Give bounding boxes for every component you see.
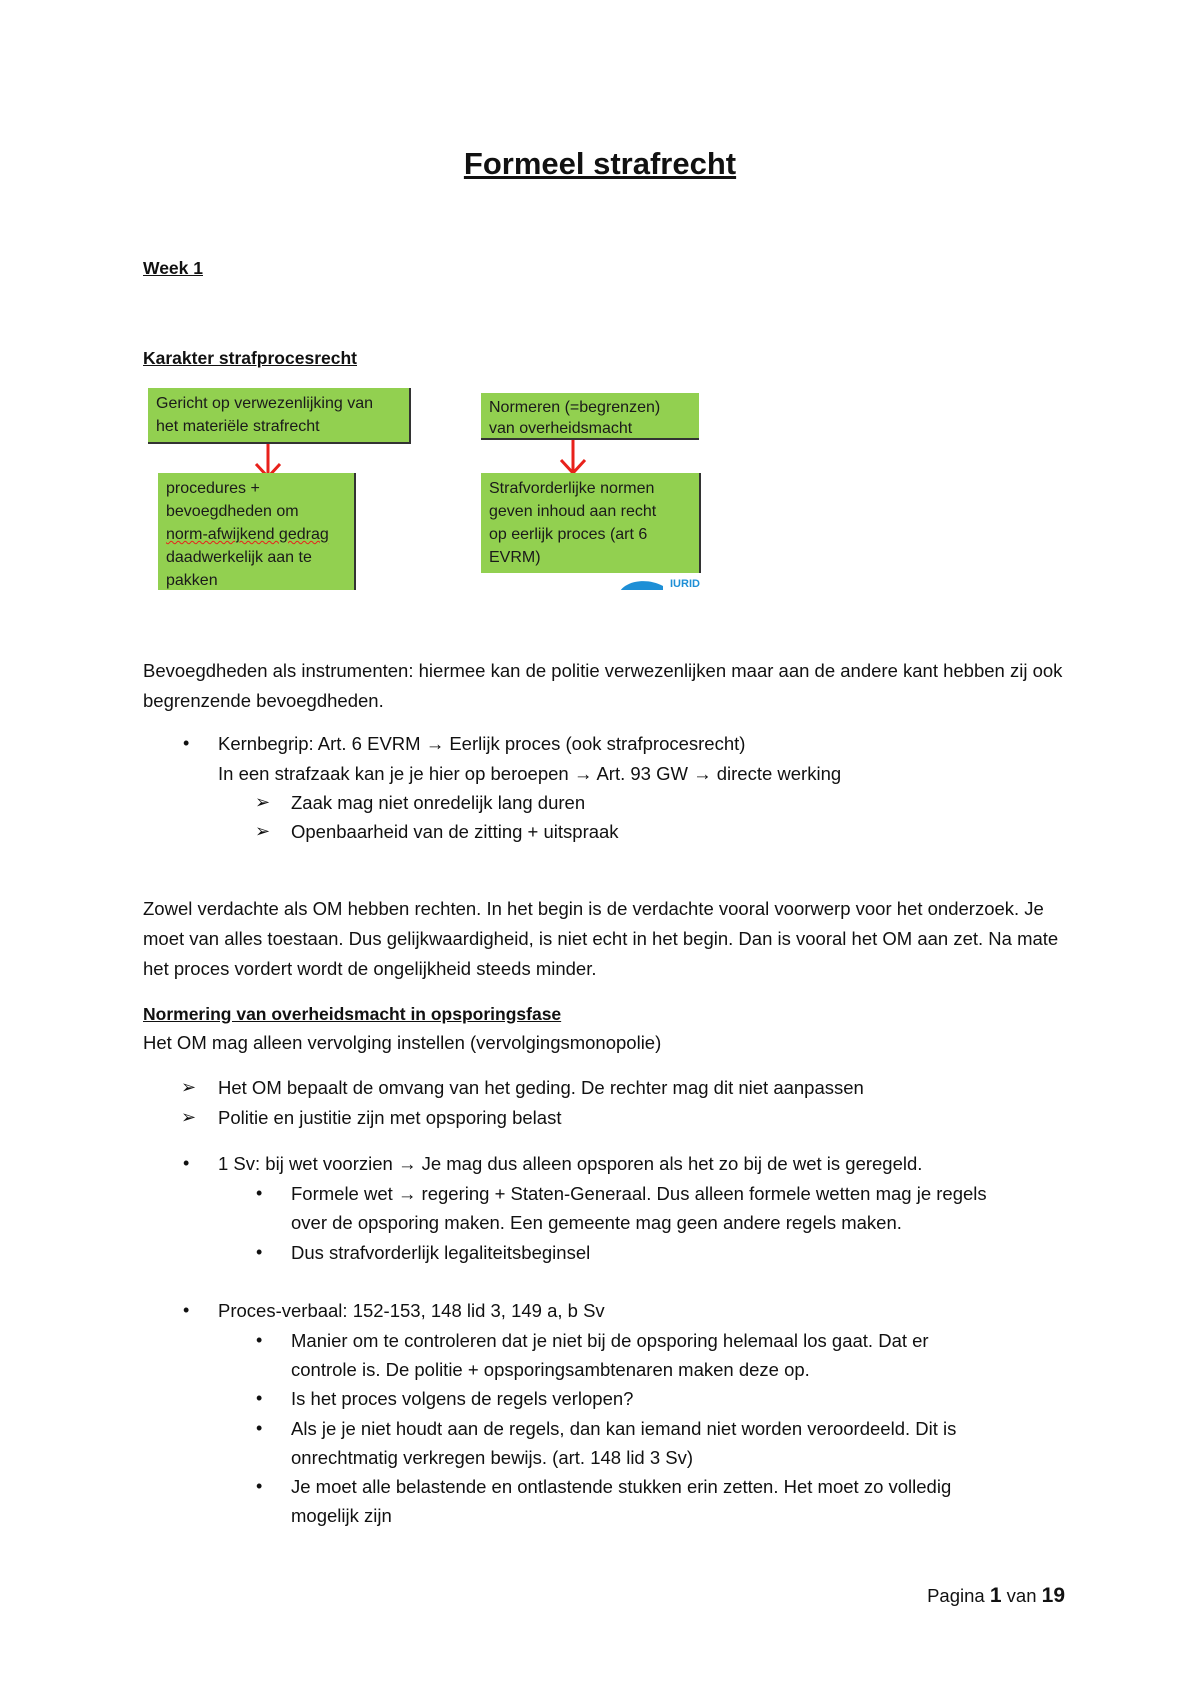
paragraph-bevoegdheden: Bevoegdheden als instrumenten: hiermee kan de politie verwezenlijken maar aan de andere kant hebben zij ook begrenzende bevoegdheden. [143, 660, 1063, 711]
pv-sub-2: Is het proces volgens de regels verlopen? [291, 1388, 634, 1409]
document-title: Formeel strafrecht [463, 146, 737, 181]
logo-fragment [618, 578, 708, 590]
bullet: • [256, 1242, 263, 1262]
pv-sub-4-line-1: Je moet alle belastende en ontlastende stukken erin zetten. Het moet zo volledig [291, 1476, 952, 1497]
bullet: • [183, 733, 190, 753]
section2-arrow-1: Het OM bepaalt de omvang van het geding. De rechter mag dit niet aanpassen [218, 1077, 864, 1098]
pv-sub-1-line-2: controle is. De politie + opsporingsambtenaren maken deze op. [291, 1359, 810, 1380]
pv-sub-3-line-2: onrechtmatig verkregen bewijs. (art. 148 lid 3 Sv) [291, 1447, 694, 1468]
diagram [148, 388, 708, 593]
page-number: Pagina 1 van 19 [927, 1584, 1065, 1607]
section-heading-normering: Normering van overheidsmacht in opsporingsfase [143, 1004, 562, 1024]
pv-main: Proces-verbaal: 152-153, 148 lid 3, 149 a, b Sv [218, 1300, 605, 1321]
kern-sub-1: Zaak mag niet onredelijk lang duren [291, 792, 586, 813]
pv-sub-1-line-1: Manier om te controleren dat je niet bij de opsporing helemaal los gaat. Dat er [291, 1330, 929, 1351]
week-heading: Week 1 [143, 258, 203, 278]
sv-sub-2: Dus strafvorderlijk legaliteitsbeginsel [291, 1242, 591, 1263]
sv-main: 1 Sv: bij wet voorzien → Je mag dus alleen opsporen als het zo bij de wet is geregeld. [218, 1153, 923, 1174]
arrowhead-bullet-icon: ➢ [255, 821, 271, 841]
kernbegrip-line2: In een strafzaak kan je je hier op beroepen → Art. 93 GW → directe werking [218, 763, 842, 784]
bullet: • [183, 1300, 190, 1320]
bullet: • [256, 1418, 263, 1438]
pv-sub-3-line-1: Als je je niet houdt aan de regels, dan kan iemand niet worden veroordeeld. Dit is [291, 1418, 957, 1439]
arrowhead-bullet-icon: ➢ [255, 792, 271, 812]
paragraph-rechten: Zowel verdachte als OM hebben rechten. In het begin is de verdachte vooral voorwerp voor het onderzoek. Je moet van alles toestaan. Dus gelijkwaardigheid, is niet echt in het begin. Dan is vooral het OM aan zet. Na mate het proces vordert wordt de ongelijkheid steeds minder. [143, 898, 1059, 979]
logo-swirl-icon [618, 578, 668, 590]
section-heading-karakter: Karakter strafprocesrecht [143, 348, 357, 368]
diagram-box-right-bottom: Strafvorderlijke normen geven inhoud aan recht op eerlijk proces (art 6 EVRM) [481, 473, 701, 573]
diagram-box-left-bottom: procedures + bevoegdheden om norm-afwijkend gedrag daadwerkelijk aan te pakken [158, 473, 356, 590]
pv-sub-4-line-2: mogelijk zijn [291, 1505, 392, 1526]
section2-arrow-2: Politie en justitie zijn met opsporing belast [218, 1107, 562, 1128]
bullet: • [256, 1330, 263, 1350]
sv-sub-1-line-1: Formele wet → regering + Staten-Generaal. Dus alleen formele wetten mag je regels [291, 1183, 987, 1204]
kernbegrip-text: Kernbegrip: Art. 6 EVRM → Eerlijk proces (ook strafprocesrecht) [218, 733, 746, 754]
kern-sub-2: Openbaarheid van de zitting + uitspraak [291, 821, 619, 842]
diagram-box-left-top: Gericht op verwezenlijking van het materiële strafrecht [148, 388, 411, 444]
bullet: • [256, 1183, 263, 1203]
sv-sub-1-line-2: over de opsporing maken. Een gemeente mag geen andere regels maken. [291, 1212, 902, 1233]
diagram-box-right-top: Normeren (=begrenzen) van overheidsmacht [481, 393, 699, 440]
bullet: • [183, 1153, 190, 1173]
arrowhead-bullet-icon: ➢ [181, 1107, 197, 1127]
bullet: • [256, 1476, 263, 1496]
bullet: • [256, 1388, 263, 1408]
arrowhead-bullet-icon: ➢ [181, 1077, 197, 1097]
logo-text: IURID [670, 578, 700, 590]
section2-intro: Het OM mag alleen vervolging instellen (vervolgingsmonopolie) [143, 1032, 662, 1053]
